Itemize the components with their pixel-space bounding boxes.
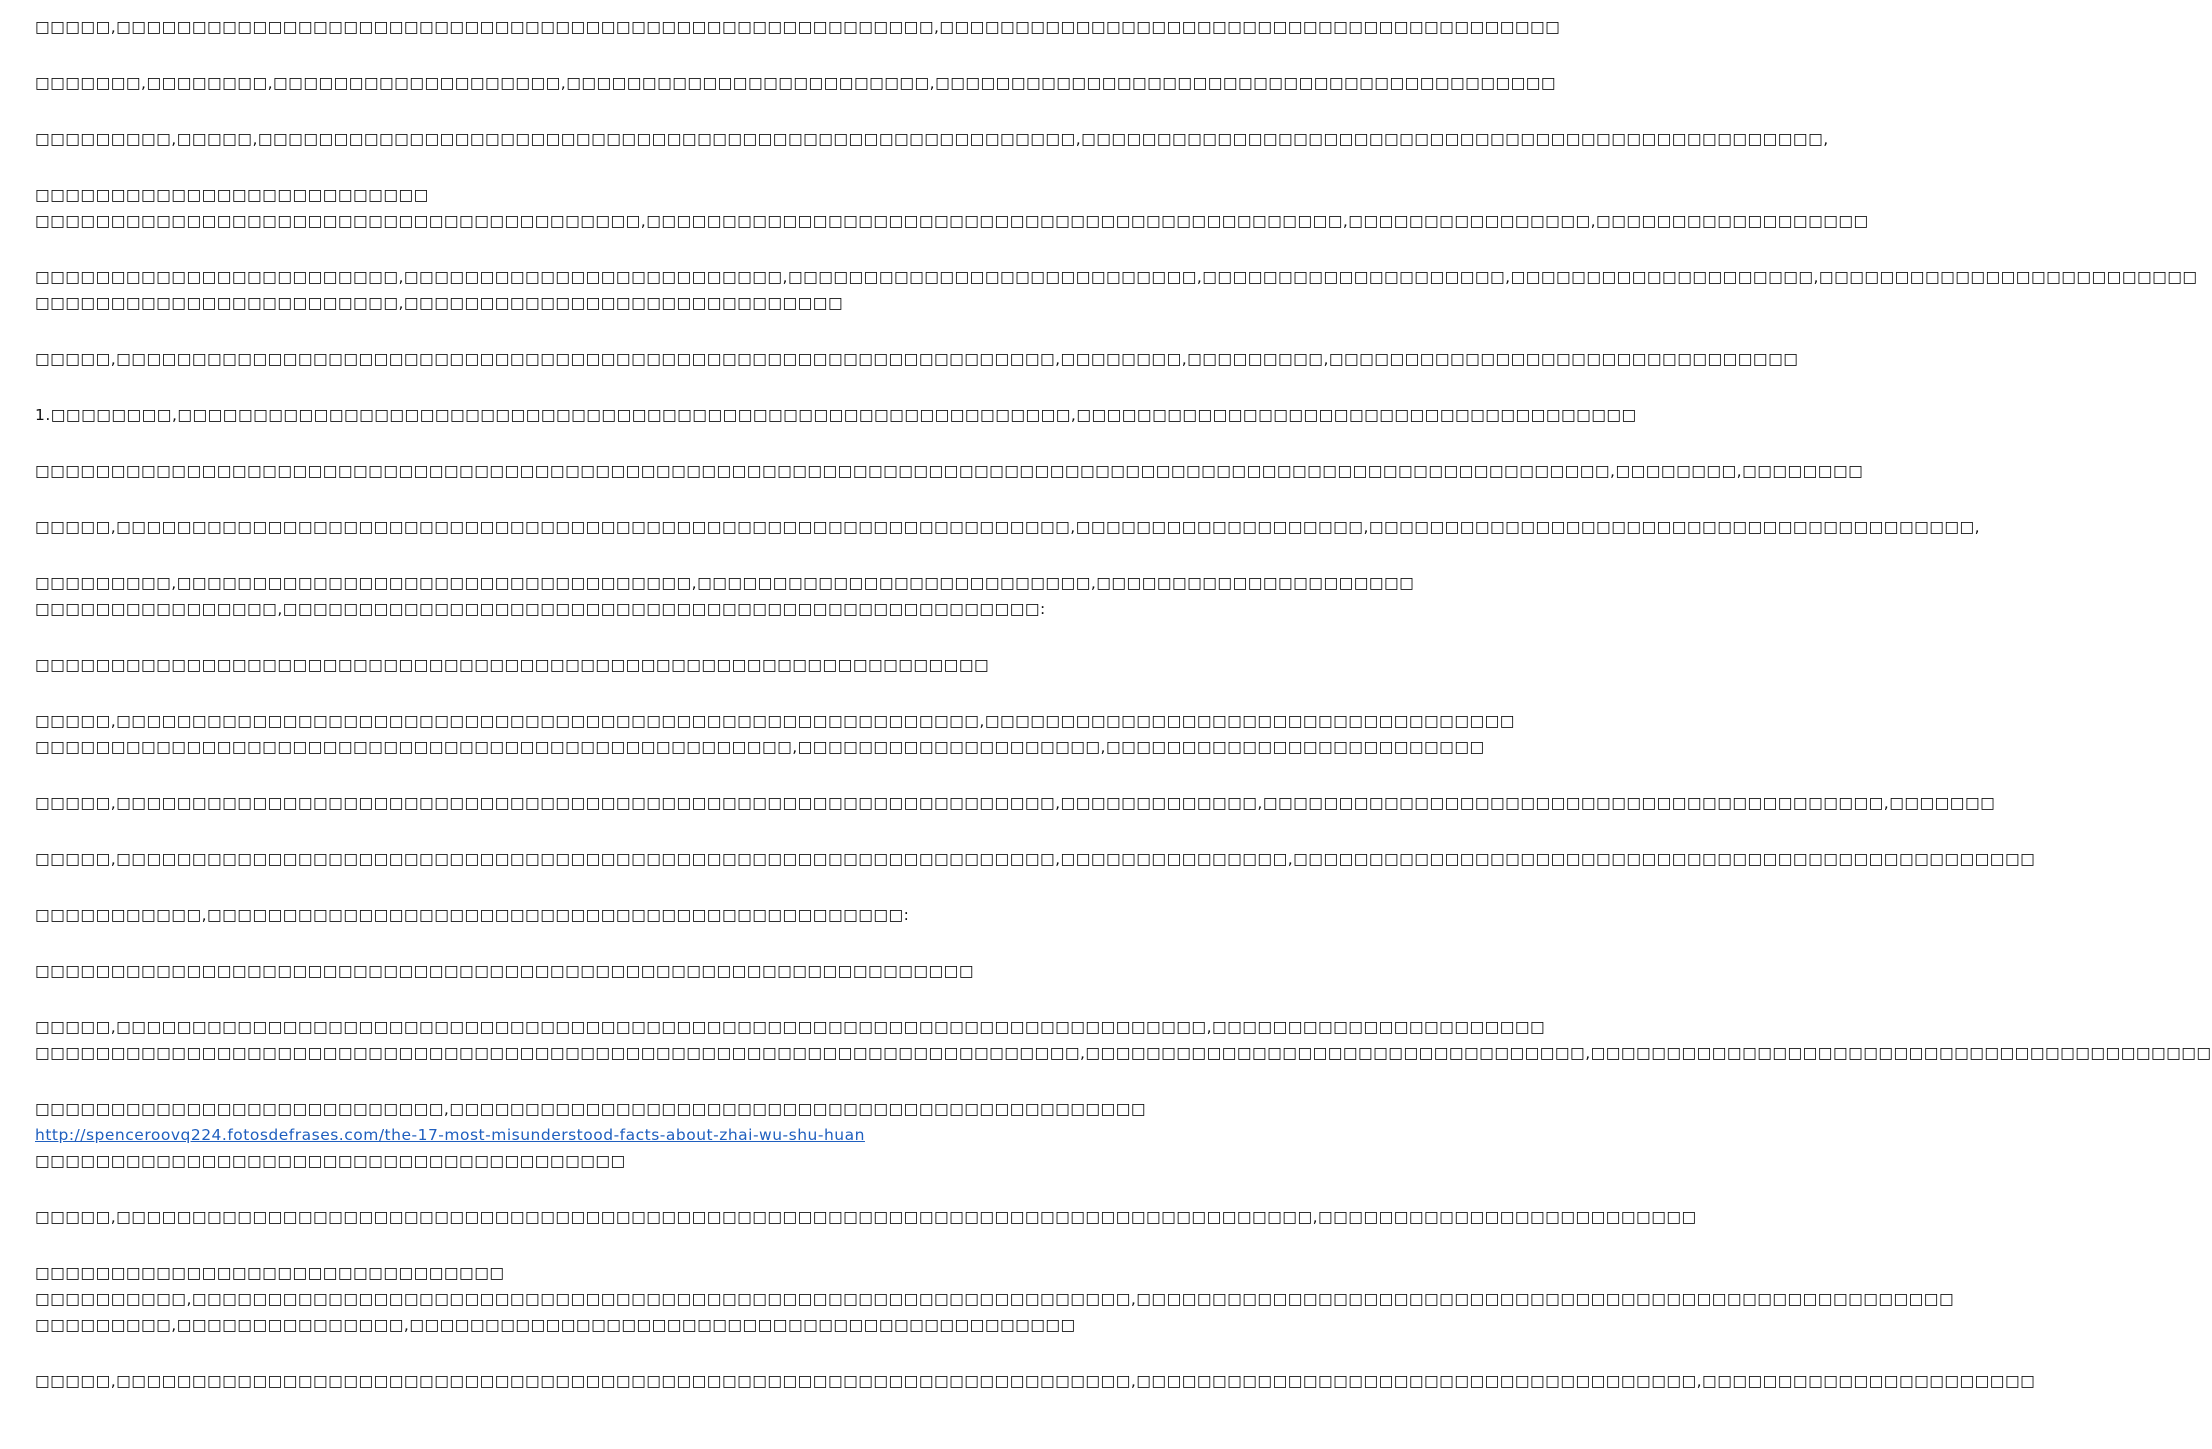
paragraph-line: □□□□□□□□□□□□□□□□□□□□□□□□□□□□□□□□□□□□□□□□□□□□□□□□□□,□□□□□□□□□□□□□□□□□□□□,□□□□□□□□□□□□□□□□□□□□□□□□□ <box>35 738 1485 756</box>
paragraph-line: □□□□□,□□□□□□□□□□□□□□□□□□□□□□□□□□□□□□□□□□□□□□□□□□□□□□□□□□□□□□□□□□□□□□,□□□□□□□□□□□□□□□,□□□□□□□□□□□□□□□□□□□□□□□□□□□□□□□□□□□□□□□□□□□□□□□□□ <box>35 850 2036 868</box>
paragraph-line: □□□□□,□□□□□□□□□□□□□□□□□□□□□□□□□□□□□□□□□□□□□□□□□□□□□□□□□□□□□□□□□□□□□□□□□□□,□□□□□□□□□□□□□□□□□□□□□□□□□□□□□□□□□□□□□,□□□□□□□□□□□□□□□□□□□□□□ <box>35 1372 2036 1390</box>
paragraphs-before-link <box>35 14 2212 1066</box>
link-paragraph-text-after: □□□□□□□□□□□□□□□□□□□□□□□□□□□□□□□□□□□□□□□ <box>35 1152 626 1170</box>
paragraph <box>35 14 1561 40</box>
paragraph <box>35 790 1996 816</box>
link-paragraph <box>35 1096 1146 1174</box>
paragraph-line: □□□□□□□□□□□□□□□□□□□□□□□□□□□□□□□□□□□□□□□□□□□□□□□□□□□□□□□□□□□□□□□ <box>35 656 990 674</box>
paragraph <box>35 652 990 678</box>
paragraph-line: □□□□□□□□□□□□□□□□□□□□□□□□□□□□□□□ <box>35 1264 505 1282</box>
paragraph-line: 1.□□□□□□□□,□□□□□□□□□□□□□□□□□□□□□□□□□□□□□□□□□□□□□□□□□□□□□□□□□□□□□□□□□□□,□□□□□□□□□□□□□□□□□□□□□□□□□□□□□□□□□□□□□ <box>35 406 1637 424</box>
paragraph <box>35 346 1799 372</box>
paragraph-line: □□□□□□□□□,□□□□□□□□□□□□□□□,□□□□□□□□□□□□□□□□□□□□□□□□□□□□□□□□□□□□□□□□□□□□ <box>35 1316 1076 1334</box>
paragraph <box>35 1368 2036 1394</box>
paragraph <box>35 958 990 984</box>
paragraph-line: □□□□□□□□□□□□□□□□□□□□□□□□□□□□□□□□□□□□□□□□,□□□□□□□□□□□□□□□□□□□□□□□□□□□□□□□□□□□□□□□□□□□□□□,□□□□□□□□□□□□□□□□,□□□□□□□□□□□□□□□□□□ <box>35 212 1869 230</box>
paragraph <box>35 264 2198 316</box>
paragraph <box>35 514 1981 540</box>
article-link[interactable]: http://spenceroovq224.fotosdefrases.com/the-17-most-misunderstood-facts-about-zhai-wu-shu-huan <box>35 1126 865 1144</box>
paragraph <box>35 708 1515 760</box>
paragraph-line: □□□□□,□□□□□□□□□□□□□□□□□□□□□□□□□□□□□□□□□□□□□□□□□□□□□□□□□□□□□□□□□□□□□□□,□□□□□□□□□□□□□□□□□□□,□□□□□□□□□□□□□□□□□□□□□□□□□□□□□□□□□□□□□□□□, <box>35 518 1981 536</box>
paragraph-line: □□□□□□□□□□□□□□□□□□□□□□□□,□□□□□□□□□□□□□□□□□□□□□□□□□,□□□□□□□□□□□□□□□□□□□□□□□□□□□,□□□□□□□□□□□□□□□□□□□□,□□□□□□□□□□□□□□□□□□□□,□□□□□□□□□□□□□□□□□□□□□□□□□ <box>35 268 2198 286</box>
paragraph-line: □□□□□□□□□,□□□□□,□□□□□□□□□□□□□□□□□□□□□□□□□□□□□□□□□□□□□□□□□□□□□□□□□□□□□□,□□□□□□□□□□□□□□□□□□□□□□□□□□□□□□□□□□□□□□□□□□□□□□□□□, <box>35 130 1829 148</box>
paragraph <box>35 402 1637 428</box>
paragraph-line: □□□□□□□□□□□□□□□□□□□□□□□□□□□□□□□□□□□□□□□□□□□□□□□□□□□□□□□□□□□□□□□□□□□□□□□□□□□□□□□□□□□□□□□□□□□□□□□□□□□□□□□□,□□□□□□□□,□□□□□□□□ <box>35 462 1864 480</box>
paragraph <box>35 70 1557 96</box>
link-paragraph-text-before: □□□□□□□□□□□□□□□□□□□□□□□□□□□,□□□□□□□□□□□□□□□□□□□□□□□□□□□□□□□□□□□□□□□□□□□□□□ <box>35 1100 1146 1118</box>
paragraph <box>35 846 2036 872</box>
paragraph-line: □□□□□,□□□□□□□□□□□□□□□□□□□□□□□□□□□□□□□□□□□□□□□□□□□□□□□□□□□□□□,□□□□□□□□□□□□□□□□□□□□□□□□□□□□□□□□□□□□□□□□□ <box>35 18 1561 36</box>
paragraph-line: □□□□□,□□□□□□□□□□□□□□□□□□□□□□□□□□□□□□□□□□□□□□□□□□□□□□□□□□□□□□□□□□□□□□□□□□□□□□□□□□□□□□□,□□□□□□□□□□□□□□□□□□□□□□□□□ <box>35 1208 1697 1226</box>
paragraph <box>35 126 1829 152</box>
paragraph-line: □□□□□□□□□,□□□□□□□□□□□□□□□□□□□□□□□□□□□□□□□□□□,□□□□□□□□□□□□□□□□□□□□□□□□□□,□□□□□□□□□□□□□□□□□□□□□ <box>35 574 1415 592</box>
paragraph-line: □□□□□□□□□□□□□□□□□□□□□□□□□□ <box>35 186 429 204</box>
paragraph-line: □□□□□,□□□□□□□□□□□□□□□□□□□□□□□□□□□□□□□□□□□□□□□□□□□□□□□□□□□□□□□□□□□□□□□□□□□□□□□□,□□□□□□□□□□□□□□□□□□□□□□ <box>35 1018 1546 1036</box>
paragraph-line: □□□□□□□□□□□,□□□□□□□□□□□□□□□□□□□□□□□□□□□□□□□□□□□□□□□□□□□□□□: <box>35 906 910 924</box>
paragraph <box>35 570 1415 622</box>
paragraph-line: □□□□□,□□□□□□□□□□□□□□□□□□□□□□□□□□□□□□□□□□□□□□□□□□□□□□□□□□□□□□□□□,□□□□□□□□□□□□□□□□□□□□□□□□□□□□□□□□□□□ <box>35 712 1515 730</box>
document-body <box>35 14 2212 1424</box>
paragraph-line: □□□□□□□□□□□□□□□□□□□□□□□□□□□□□□□□□□□□□□□□□□□□□□□□□□□□□□□□□□□□□□□□□□□□□,□□□□□□□□□□□□□□□□□□□□□□□□□□□□□□□□□,□□□□□□□□□□□□□□□□□□□□□□□□□□□□□□□□□□□□□□□□□ <box>35 1044 2212 1062</box>
paragraph <box>35 902 990 928</box>
paragraph-line: □□□□□,□□□□□□□□□□□□□□□□□□□□□□□□□□□□□□□□□□□□□□□□□□□□□□□□□□□□□□□□□□□□□□,□□□□□□□□□□□□□,□□□□□□□□□□□□□□□□□□□□□□□□□□□□□□□□□□□□□□□□□,□□□□□□□ <box>35 794 1996 812</box>
paragraph-line: □□□□□□□,□□□□□□□□,□□□□□□□□□□□□□□□□□□□,□□□□□□□□□□□□□□□□□□□□□□□□,□□□□□□□□□□□□□□□□□□□□□□□□□□□□□□□□□□□□□□□□□ <box>35 74 1557 92</box>
paragraph <box>35 1260 1955 1338</box>
paragraph-line: □□□□□□□□□□□□□□□□□□□□□□□□□□□□□□□□□□□□□□□□□□□□□□□□□□□□□□□□□□□□□□ <box>35 962 974 980</box>
paragraph-line: □□□□□,□□□□□□□□□□□□□□□□□□□□□□□□□□□□□□□□□□□□□□□□□□□□□□□□□□□□□□□□□□□□□□,□□□□□□□□,□□□□□□□□□,□□□□□□□□□□□□□□□□□□□□□□□□□□□□□□□ <box>35 350 1799 368</box>
paragraph <box>35 1014 2212 1066</box>
paragraph <box>35 1204 1697 1230</box>
paragraph-line: □□□□□□□□□□□□□□□□□□□□□□□□,□□□□□□□□□□□□□□□□□□□□□□□□□□□□□ <box>35 294 844 312</box>
paragraph-line: □□□□□□□□□□,□□□□□□□□□□□□□□□□□□□□□□□□□□□□□□□□□□□□□□□□□□□□□□□□□□□□□□□□□□□□□□,□□□□□□□□□□□□□□□□□□□□□□□□□□□□□□□□□□□□□□□□□□□□□□□□□□□□□□ <box>35 1290 1955 1308</box>
paragraph <box>35 458 1864 484</box>
paragraphs-after-link <box>35 1204 2036 1394</box>
paragraph-line: □□□□□□□□□□□□□□□□,□□□□□□□□□□□□□□□□□□□□□□□□□□□□□□□□□□□□□□□□□□□□□□□□□□: <box>35 600 1046 618</box>
paragraph <box>35 182 1869 234</box>
